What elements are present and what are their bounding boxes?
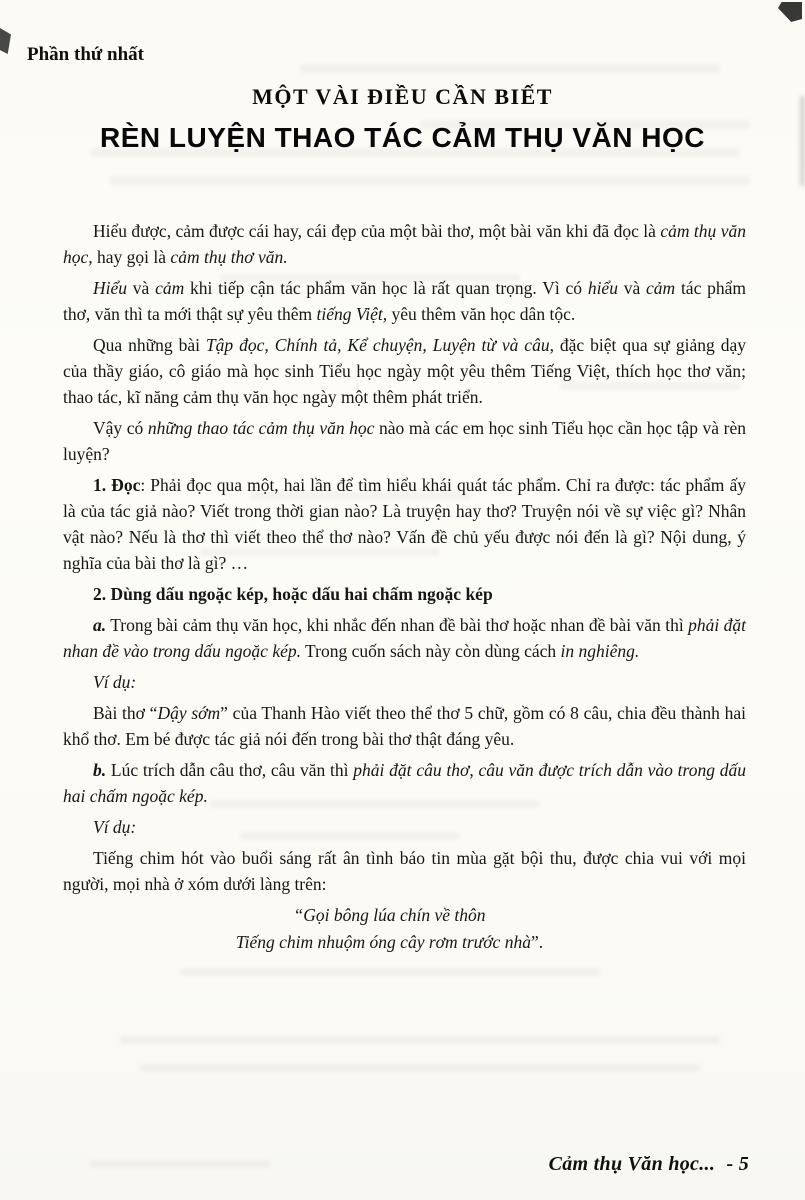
text-run: a.: [93, 615, 107, 635]
text-run: Vậy có: [93, 418, 148, 438]
text-run: yêu thêm văn học dân tộc.: [387, 304, 576, 324]
bleedthrough-artifact: [300, 64, 720, 73]
text-run: 1. Đọc: [93, 475, 141, 495]
page-body: [63, 218, 746, 955]
text-run: phải đặt câu thơ, câu văn được trích dẫn vào trong dấu hai chấm ngoặc kép.: [63, 760, 746, 806]
chapter-title: RÈN LUYỆN THAO TÁC CẢM THỤ VĂN HỌC: [100, 122, 705, 153]
page-footer: [549, 1153, 749, 1176]
text-run: , đặc biệt qua sự giảng dạy của thầy giáo, cô giáo mà học sinh Tiểu học ngày một yêu thêm Tiếng Việt, thích học thơ văn; thao tác, kĩ năng cảm thụ văn học ngày một thêm phát triển.: [63, 335, 746, 407]
bleedthrough-artifact: [140, 1064, 700, 1072]
paragraph: [63, 669, 746, 695]
text-run: Hiểu được, cảm được cái hay, cái đẹp của một bài thơ, một bài văn khi đã đọc là: [93, 221, 661, 241]
text-run: Trong bài cảm thụ văn học, khi nhắc đến nhan đề bài thơ hoặc nhan đề bài văn thì: [106, 615, 689, 635]
paragraph: [63, 700, 746, 752]
paragraph: [63, 218, 746, 270]
text-run: cảm: [646, 278, 676, 298]
text-run: nào mà các em học sinh Tiểu học cần học tập và rèn luyện?: [63, 418, 746, 464]
footer-book-title: Cảm thụ Văn học...: [548, 1153, 716, 1175]
scan-artifact-top-right: [778, 2, 802, 22]
text-run: Qua những bài: [93, 335, 206, 355]
text-run: phải đặt nhan đề vào trong dấu ngoặc kép.: [63, 615, 746, 661]
paragraph: [63, 275, 746, 327]
text-run: cảm thụ văn học,: [63, 221, 746, 267]
paragraph: [63, 612, 746, 664]
paragraph: [63, 472, 746, 576]
chapter-subtitle: MỘT VÀI ĐIỀU CẦN BIẾT: [252, 84, 553, 109]
paragraph: [63, 757, 746, 809]
paragraph: [63, 902, 716, 928]
text-run: khi tiếp cận tác phẩm văn học là rất quan trọng. Vì có: [184, 278, 588, 298]
text-run: : Phải đọc qua một, hai lần để tìm hiểu khái quát tác phẩm. Chỉ ra được: tác phẩm ấy là của tác giả nào? Viết trong thời gian nào? Là truyện hay thơ? Truyện nói về sự việc gì? Nhân vật nào? Nếu là thơ thì viết theo thể thơ nào? Vấn đề chủ yếu được nói đến là gì? Nội dung, ý nghĩa của bài thơ là gì? …: [63, 475, 746, 573]
text-run: Lúc trích dẫn câu thơ, câu văn thì: [106, 760, 354, 780]
paragraph: [63, 415, 746, 467]
text-run: Trong cuốn sách này còn dùng cách: [301, 641, 561, 661]
bleedthrough-artifact: [180, 968, 600, 976]
text-run: hiểu: [587, 278, 618, 298]
text-run: Tiếng chim nhuộm óng cây rơm trước nhà: [235, 932, 531, 952]
text-run: Ví dụ:: [93, 672, 137, 692]
scan-artifact-top-left: [0, 28, 11, 54]
text-run: Ví dụ:: [93, 817, 137, 837]
paragraph: [63, 929, 716, 955]
text-run: Tập đọc, Chính tả, Kể chuyện, Luyện từ và câu: [205, 335, 550, 355]
paragraph: [63, 581, 746, 607]
text-run: in nghiêng.: [560, 641, 640, 661]
text-run: và: [617, 278, 647, 298]
bleedthrough-artifact: [90, 1160, 270, 1168]
text-run: ” của Thanh Hào viết theo thể thơ 5 chữ, gồm có 8 câu, chia đều thành hai khổ thơ. Em bé được tác giả nói đến trong bài thơ thật đáng yêu.: [63, 703, 746, 749]
text-run: tác phẩm thơ, văn thì ta mới thật sự yêu thêm: [63, 278, 746, 324]
text-run: Tiếng chim hót vào buổi sáng rất ân tình báo tin mùa gặt bội thu, được chia vui với mọi người, mọi nhà ở xóm dưới làng trên:: [63, 848, 746, 894]
text-run: cảm thụ thơ văn.: [170, 247, 288, 267]
text-run: Dậy sớm: [157, 703, 221, 723]
text-run: 2. Dùng dấu ngoặc kép, hoặc dấu hai chấm ngoặc kép: [93, 584, 493, 604]
text-run: ”.: [530, 932, 544, 952]
bleedthrough-artifact: [120, 1036, 720, 1044]
footer-page-number: - 5: [726, 1153, 749, 1175]
text-run: hay gọi là: [92, 247, 171, 267]
text-run: Hiểu: [93, 278, 128, 298]
paragraph: [63, 332, 746, 410]
bleedthrough-artifact: [110, 176, 750, 185]
text-run: những thao tác cảm thụ văn học: [147, 418, 375, 438]
text-run: Bài thơ “: [93, 703, 158, 723]
text-run: tiếng Việt,: [316, 304, 388, 324]
paragraph: [63, 845, 746, 897]
text-run: và: [127, 278, 156, 298]
part-label: Phần thứ nhất: [27, 44, 144, 65]
text-run: b.: [93, 760, 107, 780]
text-run: “Gọi bông lúa chín về thôn: [293, 905, 486, 925]
text-run: cảm: [155, 278, 185, 298]
paragraph: [63, 814, 746, 840]
